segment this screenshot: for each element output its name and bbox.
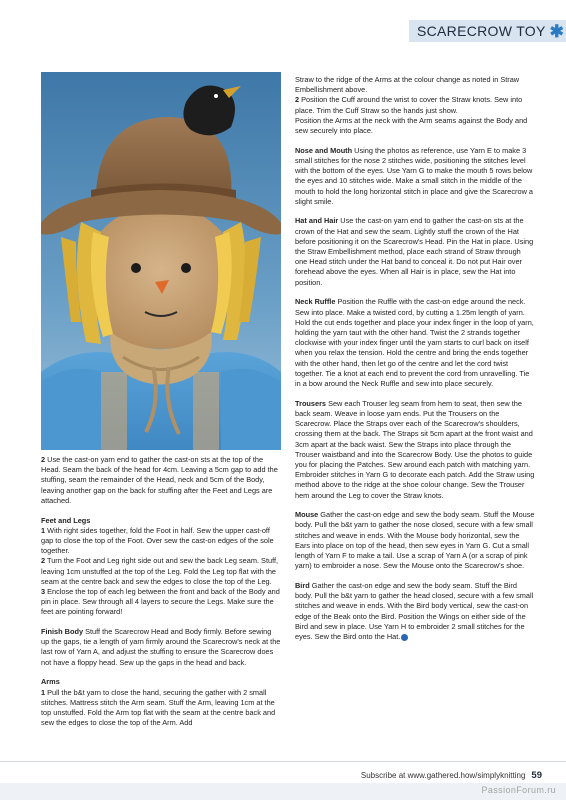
footer (361, 770, 542, 781)
section-title: SCARECROW TOY (417, 23, 546, 39)
left-column (41, 455, 281, 738)
run-in-heading: Neck Ruffle (295, 297, 336, 307)
paragraph (295, 297, 535, 389)
step-number: 1 (41, 525, 46, 535)
paragraph-text: Sew each Trouser leg seam from hem to seat, then sew the back seam. Weave in loose yarn ends. Put the Trousers on the Scarecrow. Place the Straps over each of the Scarecrow's shoulders, crossing them at the back. The Straps sit 5cm apart at the front waist and 3cm apart at the back waist. Sew the Straps into place through the Trouser waistband and into the Scarecrow Body. Use the photos to guide you for placing the Patches. Sew around each patch with matching yarn. Embroider stitches in Yarn G to decorate each patch. Add the Straw using method above to the ridge at the shoe colour change. Sew the Trouser hem around the Leg to cover the Straw knots. (295, 398, 535, 500)
paragraph (295, 146, 535, 207)
paragraph (41, 526, 281, 557)
paragraph-text: Gather the cast-on edge and sew the body seam. Stuff the Bird body. Pull the b&t yarn to gather the head closed, secure with a few small stitches and weave in ends. With the Bird body vertical, sew the cast-on edge of the Beak onto the Bird. Position the Wings on either side of the Bird and sew in place. Use Yarn H to embroider 2 small stitches for the eyes. Sew the Bird onto the Hat. (295, 580, 534, 641)
scarecrow-toy-photo (41, 72, 281, 450)
paragraph (295, 510, 535, 571)
step-text: Pull the b&t yarn to close the hand, securing the gather with 2 small stitches. Mattress stitch the Arm seam. Stuff the Arm, leaving 1cm at the top unstuffed. Fold the Arm top flat with the seam at the centre back and sew the edges to close the top of the Arm. Add (41, 687, 276, 728)
footer-divider (0, 761, 566, 762)
step-text: Turn the Foot and Leg right side out and sew the back Leg seam. Stuff, leaving 1cm unstuffed at the top of the Leg. Fold the Leg top flat with the seam at the centre back and sew the edges to close the top of the Leg. (41, 556, 279, 586)
star-icon: ✱ (549, 21, 564, 41)
paragraph-text: Stuff the Scarecrow Head and Body firmly. Before sewing up the gaps, tie a length of yarn firmly around the Scarecrow's neck at the last row of Yarn A, and adjust the stuffing to ensure the Scarecrow does not have a floppy head. Sew up the gaps in the head and back. (41, 627, 281, 667)
paragraph-text: Using the photos as reference, use Yarn E to make 3 small stitches for the nose 2 stitches wide, positioning the stitches level with the bottom of the eyes. Use Yarn G to make the mouth 5 rows below the eyes and 10 stitches wide. Make a small stitch in the middle of the mouth to hold the long horizontal stitch in place and give the Scarecrow a slight smile. (295, 145, 533, 206)
run-in-heading: Finish Body (41, 627, 84, 637)
step-number: 2 (41, 556, 46, 566)
watermark: PassionForum.ru (481, 785, 556, 795)
section-header (409, 20, 566, 42)
paragraph (295, 95, 535, 115)
paragraph (295, 399, 535, 501)
page-number: 59 (531, 770, 542, 781)
run-in-heading: Hat and Hair (295, 216, 339, 226)
paragraph (41, 587, 281, 618)
run-in-heading: Nose and Mouth (295, 145, 353, 155)
paragraph-text: Position the Ruffle with the cast-on edge around the neck. Sew into place. Make a twisted cord, by cutting a 1.25m length of yarn. Hold the cut ends together and place your index finger in the loop of yarn, holding the yarn taut with the other hand. Twist the 2 strands together clockwise with your index finger until the yarn starts to curl back on itself when you relax the tension. Hold the centre and bring the ends together with the other hand, then let go of the centre and let the cord twist together. Tie a knot at each end to prevent the cord from unravelling. Tie in a bow around the Neck Ruffle and sew into place securely. (295, 297, 534, 388)
paragraph-text: Gather the cast-on edge and sew the body seam. Stuff the Mouse body. Pull the b&t yarn to gather the nose closed, secure with a few small stitches and weave in ends. With the Mouse body horizontal, sew the Ears into place on top of the head, then sew eyes in Yarn G. Cut a small length of Yarn F to make a tail. Use a scrap of Yarn A (or a scrap of pink yarn) to embroider a nose. Sew the Mouse onto the Scarecrow's shoe. (295, 510, 535, 571)
run-in-heading: Trousers (295, 398, 327, 408)
paragraph (295, 216, 535, 287)
step-number: 2 (295, 95, 300, 105)
run-in-heading: Bird (295, 580, 310, 590)
step-text: Enclose the top of each leg between the front and back of the Body and pin in place. Sew through all 4 layers to secure the Legs. Make sure the feet are pointing forward! (41, 586, 280, 617)
end-mark-icon (401, 634, 408, 641)
paragraph-text: Use the cast-on yarn end to gather the cast-on sts at the crown of the Hat and sew the seam. Lightly stuff the crown of the Hat before positioning it on the Scarecrow's Head. Pin the Hat in place. Using the Straw Embellishment method, place each strand of Straw through one Head stitch under the Hat band to conceal it. Do not put Hair over forehead above the eyes. When all Hair is in place, sew the Hat into position. (295, 216, 534, 287)
paragraph (41, 455, 281, 506)
paragraph (41, 627, 281, 668)
right-column (295, 75, 535, 652)
paragraph (41, 688, 281, 729)
paragraph: Position the Arms at the neck with the Arm seams against the Body and sew securely into place. (295, 115, 528, 136)
step-number: 1 (41, 687, 46, 697)
subscribe-link[interactable]: Subscribe at www.gathered.how/simplyknitting (360, 771, 526, 780)
step-text: Position the Cuff around the wrist to cover the Straw knots. Sew into place. Trim the Cuff Straw so the hands just show. (295, 95, 523, 115)
paragraph: Straw to the ridge of the Arms at the colour change as noted in Straw Embellishment above. (295, 75, 520, 95)
subheading-feet-and-legs: Feet and Legs (41, 515, 91, 525)
subheading-arms: Arms (41, 677, 60, 687)
paragraph (295, 581, 535, 642)
step-text: Use the cast-on yarn end to gather the cast-on sts at the top of the Head. Seam the back of the head for 4cm. Leaving a 5cm gap to add the stuffing, seam the remainder of the Head, neck and 5cm of the Body, leaving another gap on the back for stuffing after the Feet and Legs are attached. (41, 455, 278, 505)
step-text: With right sides together, fold the Foot in half. Sew the upper cast-off gap to close the top of the Foot. Over sew the cast-on edges of the sole together. (41, 525, 274, 556)
step-number: 2 (41, 455, 46, 464)
paragraph (41, 556, 281, 587)
run-in-heading: Mouse (295, 510, 319, 520)
step-number: 3 (41, 586, 46, 596)
